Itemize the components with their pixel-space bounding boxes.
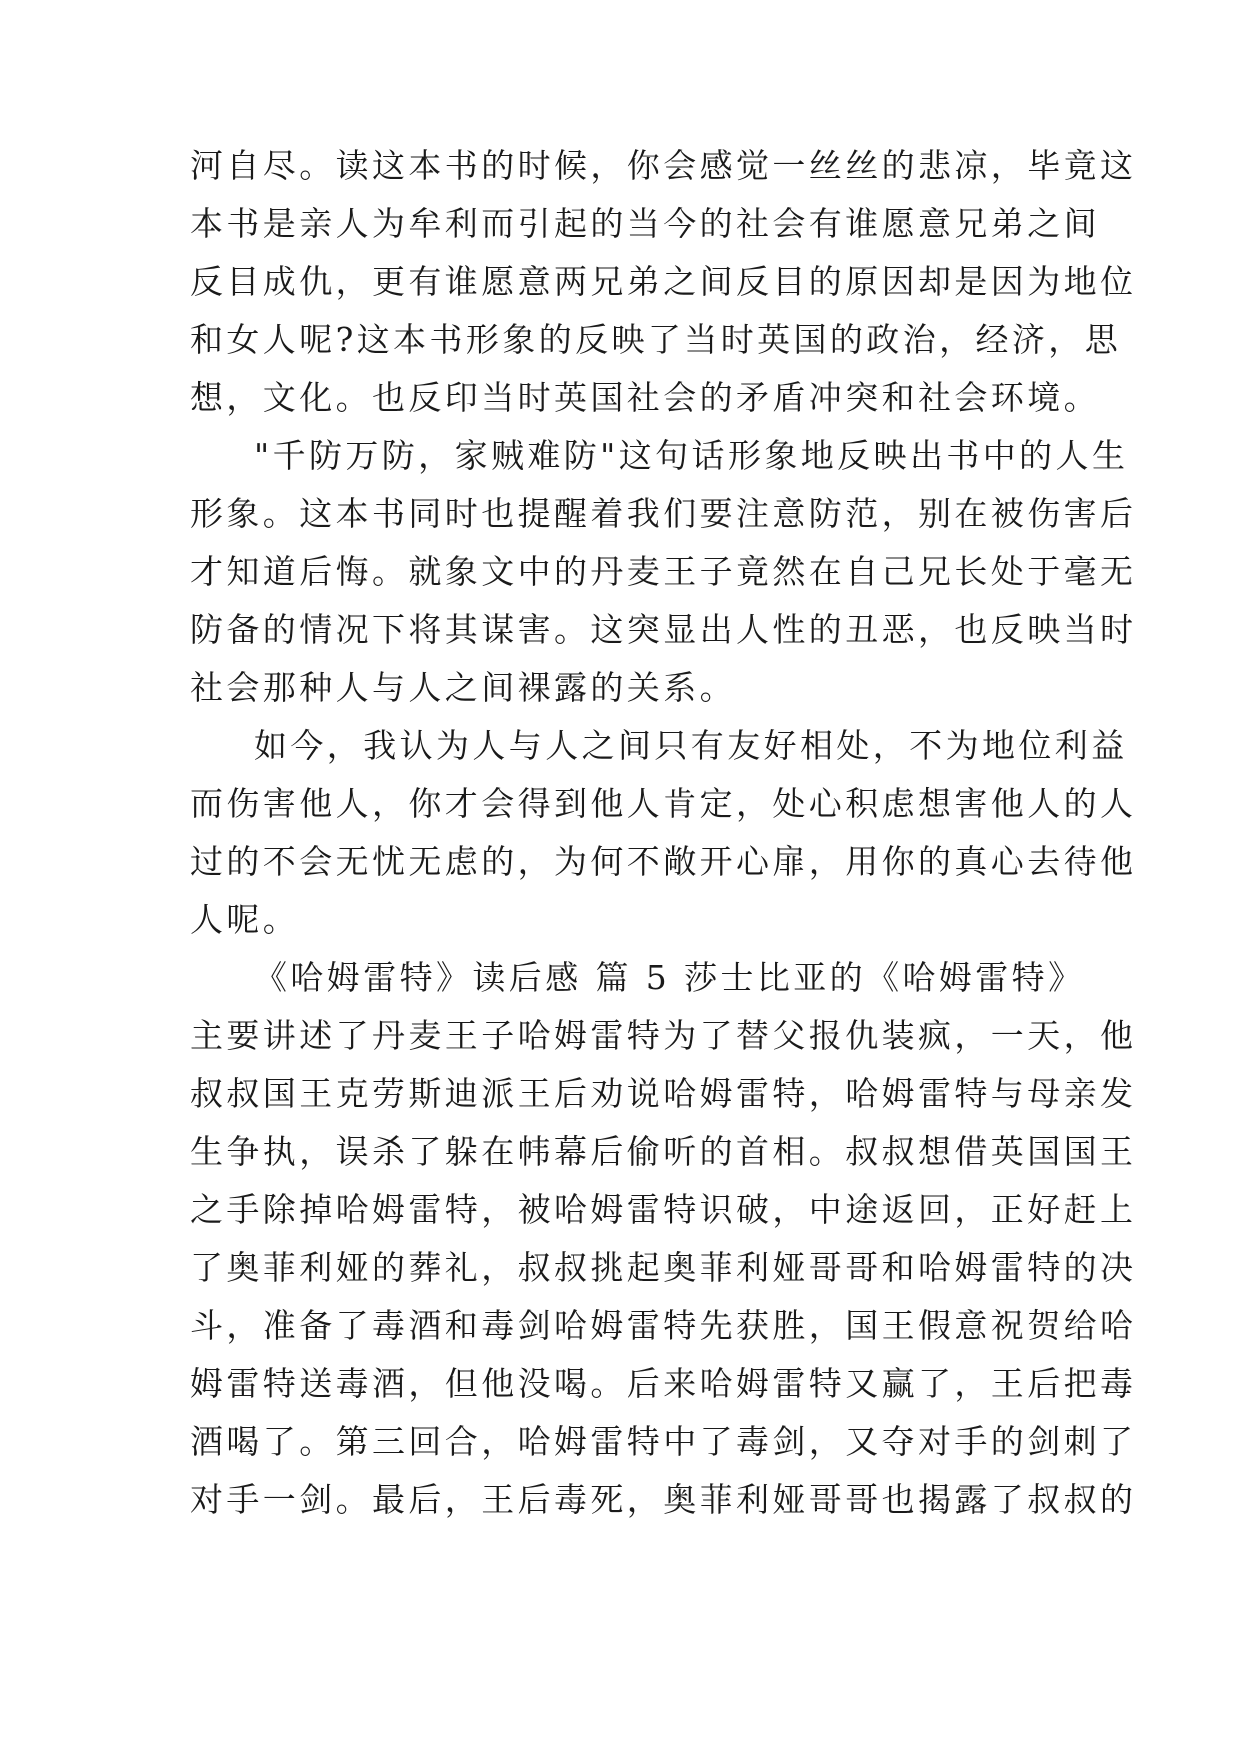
text-line: 叔叔国王克劳斯迪派王后劝说哈姆雷特，哈姆雷特与母亲发 (190, 1074, 1137, 1113)
text-line: 形象。这本书同时也提醒着我们要注意防范，别在被伤害后 (190, 494, 1137, 533)
text-line: 斗，准备了毒酒和毒剑哈姆雷特先获胜，国王假意祝贺给哈 (190, 1306, 1137, 1345)
text-line: 想，文化。也反印当时英国社会的矛盾冲突和社会环境。 (190, 378, 1100, 417)
text-line: 而伤害他人，你才会得到他人肯定，处心积虑想害他人的人 (190, 784, 1137, 823)
text-line: 反目成仇，更有谁愿意两兄弟之间反目的原因却是因为地位 (190, 262, 1137, 301)
text-line: 对手一剑。最后，王后毒死，奥菲利娅哥哥也揭露了叔叔的 (190, 1480, 1137, 1519)
text-line: 河自尽。读这本书的时候，你会感觉一丝丝的悲凉，毕竟这 (190, 146, 1137, 185)
text-line: 社会那种人与人之间裸露的关系。 (190, 668, 736, 707)
text-line: 之手除掉哈姆雷特，被哈姆雷特识破，中途返回，正好赶上 (190, 1190, 1137, 1229)
text-line: 酒喝了。第三回合，哈姆雷特中了毒剑，又夺对手的剑刺了 (190, 1422, 1137, 1461)
text-line: 过的不会无忧无虑的，为何不敞开心扉，用你的真心去待他 (190, 842, 1137, 881)
paragraph-first-line: 如今，我认为人与人之间只有友好相处，不为地位利益 (254, 726, 1128, 765)
text-line: 生争执，误杀了躲在帏幕后偷听的首相。叔叔想借英国国王 (190, 1132, 1137, 1171)
text-line: 才知道后悔。就象文中的丹麦王子竟然在自己兄长处于毫无 (190, 552, 1137, 591)
text-line: 人呢。 (190, 900, 300, 939)
text-line: 本书是亲人为牟利而引起的当今的社会有谁愿意兄弟之间 (190, 204, 1100, 243)
text-line: 了奥菲利娅的葬礼，叔叔挑起奥菲利娅哥哥和哈姆雷特的决 (190, 1248, 1137, 1287)
text-line: 防备的情况下将其谋害。这突显出人性的丑恶，也反映当时 (190, 610, 1137, 649)
section-heading-line: 《哈姆雷特》读后感 篇 5 莎士比亚的《哈姆雷特》 (254, 958, 1085, 997)
text-line: 主要讲述了丹麦王子哈姆雷特为了替父报仇装疯，一天，他 (190, 1016, 1137, 1055)
text-line: 姆雷特送毒酒，但他没喝。后来哈姆雷特又赢了，王后把毒 (190, 1364, 1137, 1403)
paragraph-first-line: "千防万防，家贼难防"这句话形象地反映出书中的人生 (254, 436, 1129, 475)
text-line: 和女人呢?这本书形象的反映了当时英国的政治，经济，思 (190, 320, 1122, 359)
